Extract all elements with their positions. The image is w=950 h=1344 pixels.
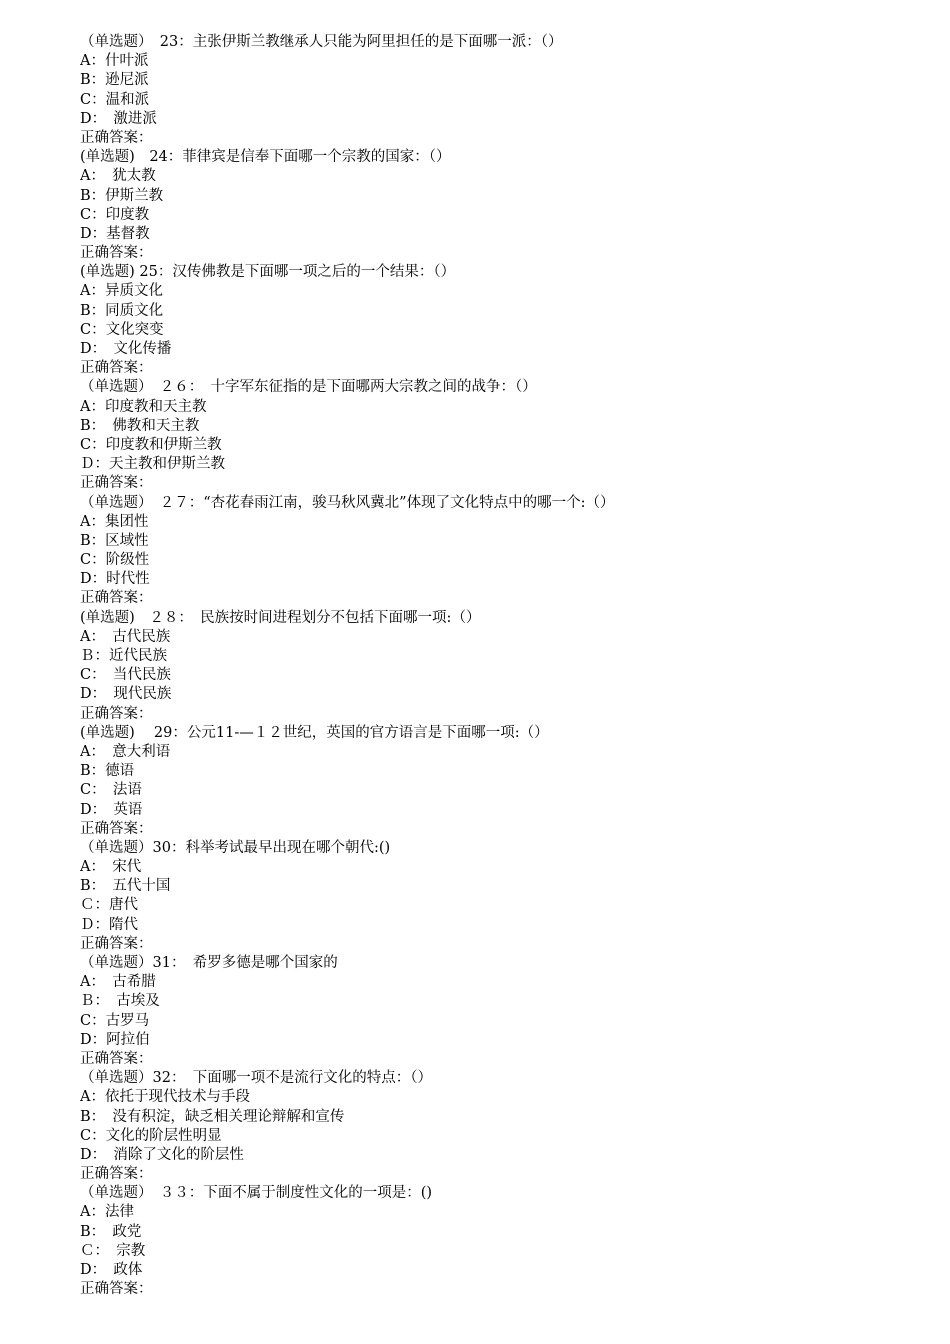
question-block xyxy=(80,33,920,148)
answer-option: A： 古希腊 xyxy=(80,974,156,991)
correct-answer-label: 正确答案： xyxy=(80,1166,153,1183)
answer-option: A：法律 xyxy=(80,1204,134,1221)
question-block xyxy=(80,378,920,493)
question-block xyxy=(80,724,920,839)
answer-option: D： 文化传播 xyxy=(80,341,172,357)
correct-answer-label: 正确答案： xyxy=(80,1050,153,1067)
question-stem: （单选题）31： 希罗多德是哪个国家的 xyxy=(80,955,338,971)
question-block xyxy=(80,494,920,609)
answer-option: C： 当代民族 xyxy=(80,667,171,684)
answer-option: A： 古代民族 xyxy=(80,628,171,645)
answer-option: Ｂ： 古埃及 xyxy=(80,993,160,1010)
question-stem: (单选题) 29：公元11-—１２世纪，英国的官方语言是下面哪一项:（） xyxy=(80,724,549,741)
answer-option: B： 政党 xyxy=(80,1223,142,1240)
answer-option: Ｃ： 宗教 xyxy=(80,1242,146,1259)
answer-option: C：古罗马 xyxy=(80,1012,150,1029)
answer-option: Ｄ：天主教和伊斯兰教 xyxy=(80,456,225,473)
correct-answer-label: 正确答案： xyxy=(80,475,153,492)
answer-option: D： 消除了文化的阶层性 xyxy=(80,1146,244,1163)
answer-option: B： 五代十国 xyxy=(80,878,171,895)
answer-option: D： 激进派 xyxy=(80,110,157,127)
answer-option: C：文化突变 xyxy=(80,321,164,338)
answer-option: B：伊斯兰教 xyxy=(80,187,164,204)
answer-option: D： 英语 xyxy=(80,801,143,818)
answer-option: Ｃ：唐代 xyxy=(80,897,138,914)
correct-answer-label: 正确答案： xyxy=(80,820,153,837)
answer-option: A：印度教和天主教 xyxy=(80,398,207,415)
question-block xyxy=(80,1184,920,1299)
question-block xyxy=(80,839,920,954)
question-stem: （单选题）32： 下面哪一项不是流行文化的特点：（） xyxy=(80,1070,432,1087)
correct-answer-label: 正确答案： xyxy=(80,705,153,722)
answer-option: A：集团性 xyxy=(80,513,149,530)
answer-option: B：德语 xyxy=(80,763,135,780)
document-page xyxy=(80,33,920,1299)
answer-option: A：依托于现代技术与手段 xyxy=(80,1089,250,1106)
answer-option: B：区域性 xyxy=(80,532,149,549)
answer-option: A： 宋代 xyxy=(80,859,142,876)
answer-option: B：逊尼派 xyxy=(80,72,149,89)
answer-option: Ｂ：近代民族 xyxy=(80,648,167,664)
question-block xyxy=(80,148,920,263)
question-block xyxy=(80,954,920,1069)
question-block xyxy=(80,1069,920,1184)
correct-answer-label: 正确答案： xyxy=(80,1281,153,1298)
correct-answer-label: 正确答案： xyxy=(80,245,153,262)
answer-option: C：文化的阶层性明显 xyxy=(80,1127,222,1144)
question-stem: （单选题） ２６： 十字军东征指的是下面哪两大宗教之间的战争：（） xyxy=(80,379,537,396)
answer-option: C：阶级性 xyxy=(80,552,150,569)
question-stem: （单选题） ２７：“杏花春雨江南，骏马秋风冀北”体现了文化特点中的哪一个:（） xyxy=(80,494,615,511)
answer-option: D： 现代民族 xyxy=(80,686,172,703)
answer-option: D： 政体 xyxy=(80,1262,143,1278)
correct-answer-label: 正确答案： xyxy=(80,129,153,146)
answer-option: D：阿拉伯 xyxy=(80,1031,150,1048)
question-block xyxy=(80,263,920,378)
answer-option: A： 犹太教 xyxy=(80,168,156,185)
answer-option: D：时代性 xyxy=(80,571,150,588)
question-block xyxy=(80,609,920,724)
answer-option: Ｄ：隋代 xyxy=(80,916,138,933)
correct-answer-label: 正确答案： xyxy=(80,935,153,952)
answer-option: B： 佛教和天主教 xyxy=(80,417,200,434)
answer-option: B：同质文化 xyxy=(80,302,164,319)
question-stem: (单选题) 24：菲律宾是信奉下面哪一个宗教的国家：（） xyxy=(80,149,451,166)
question-stem: （单选题） ３３：下面不属于制度性文化的一项是：() xyxy=(80,1185,433,1202)
answer-option: C：印度教和伊斯兰教 xyxy=(80,436,222,453)
answer-option: B： 没有积淀，缺乏相关理论辩解和宣传 xyxy=(80,1108,345,1125)
correct-answer-label: 正确答案： xyxy=(80,360,153,377)
answer-option: A：异质文化 xyxy=(80,283,163,300)
question-stem: （单选题） 23：主张伊斯兰教继承人只能为阿里担任的是下面哪一派：（） xyxy=(80,34,563,50)
answer-option: C：温和派 xyxy=(80,91,150,108)
answer-option: A： 意大利语 xyxy=(80,743,171,760)
answer-option: A：什叶派 xyxy=(80,53,149,70)
question-stem: (单选题) ２８： 民族按时间进程划分不包括下面哪一项:（） xyxy=(80,609,481,626)
answer-option: D：基督教 xyxy=(80,225,150,242)
correct-answer-label: 正确答案： xyxy=(80,590,153,607)
question-stem: （单选题）30：科举考试最早出现在哪个朝代:() xyxy=(80,839,391,856)
answer-option: C：印度教 xyxy=(80,206,150,223)
answer-option: C： 法语 xyxy=(80,782,142,799)
question-stem: (单选题) 25：汉传佛教是下面哪一项之后的一个结果：（） xyxy=(80,264,456,281)
